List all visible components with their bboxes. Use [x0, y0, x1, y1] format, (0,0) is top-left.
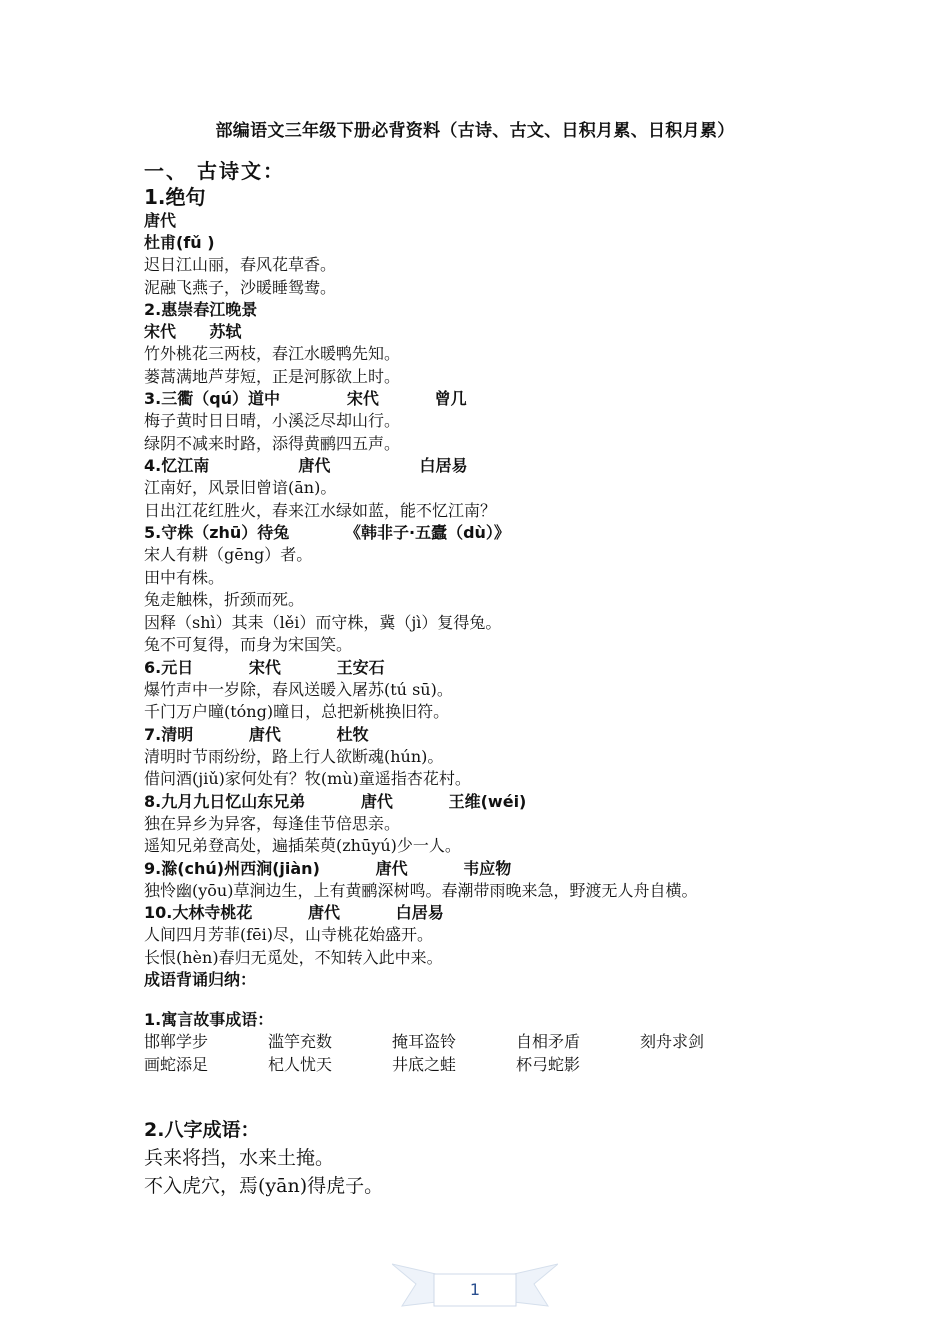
- idiom: 井底之蛙: [392, 1054, 457, 1074]
- idiom: 刻舟求剑: [640, 1032, 705, 1051]
- poem-line: 泥融飞燕子，沙暖睡鸳鸯。: [144, 277, 337, 297]
- poem-header: 宋代 苏轼: [144, 322, 242, 341]
- poem-line: 千门万户曈(tóng)曈日，总把新桃换旧符。: [144, 702, 450, 721]
- poem-line: 爆竹声中一岁除，春风送暖入屠苏(tú sū)。: [144, 679, 453, 699]
- poem-header: 7.清明 唐代 杜牧: [144, 724, 369, 744]
- idioms-subheading: 1.寓言故事成语：: [144, 1010, 274, 1029]
- poem-line: 因释（shì）其耒（lěi）而守株，冀（jì）复得兔。: [144, 612, 502, 632]
- idiom: 杞人忧天: [268, 1054, 333, 1074]
- page-number: 1: [469, 1280, 481, 1299]
- idiom: 画蛇添足: [144, 1054, 209, 1074]
- poem-line: 宋人有耕（gēng）者。: [144, 545, 313, 564]
- document-body: [144, 158, 824, 1200]
- poem-line: 长恨(hèn)春归无觅处，不知转入此中来。: [144, 947, 443, 967]
- poem-header: 8.九月九日忆山东兄弟 唐代 王维(wéi): [144, 791, 527, 811]
- poem-header: 9.滁(chú)州西涧(jiàn) 唐代 韦应物: [144, 858, 512, 878]
- poem-header: 5.守株（zhū）待兔 《韩非子·五蠹（dù）》: [144, 523, 510, 542]
- poem-header: 2.惠崇春江晚景: [144, 300, 258, 319]
- poem-line: 遥知兄弟登高处，遍插茱萸(zhūyú)少一人。: [144, 836, 461, 855]
- eight-char-heading: 2.八字成语：: [144, 1119, 260, 1141]
- poem-line: 兔走触株，折颈而死。: [144, 590, 305, 609]
- poem-line: 田中有株。: [144, 567, 225, 587]
- poem-header: 3.三衢（qú）道中 宋代 曾几: [144, 389, 467, 408]
- eight-char-idiom: 不入虎穴，焉(yān)得虎子。: [144, 1175, 384, 1197]
- idiom: 自相矛盾: [516, 1032, 581, 1051]
- poem-line: 兔不可复得，而身为宋国笑。: [144, 635, 353, 654]
- poem-line: 江南好，风景旧曾谙(ān)。: [144, 478, 337, 497]
- poem-line: 绿阴不减来时路，添得黄鹂四五声。: [144, 433, 401, 453]
- poem-line: 迟日江山丽，春风花草香。: [144, 255, 337, 274]
- section-heading: 一、 古诗文：: [144, 159, 285, 183]
- document-title: 部编语文三年级下册必背资料（古诗、古文、日积月累、日积月累）: [215, 121, 735, 141]
- poem-header: 6.元日 宋代 王安石: [144, 657, 385, 677]
- poem-line: 日出江花红胜火，春来江水绿如蓝，能不忆江南？: [144, 500, 497, 520]
- idiom-row: [144, 1031, 824, 1054]
- poem-dynasty: 唐代: [144, 211, 177, 230]
- idiom-row: [144, 1054, 824, 1077]
- spacer: [144, 991, 824, 1009]
- poem-header: 10.大林寺桃花 唐代 白居易: [144, 903, 444, 922]
- poem-line: 梅子黄时日日晴，小溪泛尽却山行。: [144, 411, 401, 430]
- poem-author: 杜甫(fǔ ): [144, 233, 215, 252]
- poem-line: 借问酒(jiǔ)家何处有？牧(mù)童遥指杏花村。: [144, 769, 471, 788]
- idiom: 邯郸学步: [144, 1032, 209, 1051]
- eight-char-idiom: 兵来将挡，水来土掩。: [144, 1147, 335, 1169]
- idiom: 掩耳盗铃: [392, 1032, 457, 1051]
- idiom: 杯弓蛇影: [516, 1054, 581, 1074]
- poem-header: 4.忆江南 唐代 白居易: [144, 456, 468, 475]
- poem-title: 1.绝句: [144, 185, 206, 209]
- poem-line: 清明时节雨纷纷，路上行人欲断魂(hún)。: [144, 746, 444, 766]
- poem-line: 人间四月芳菲(fēi)尽，山寺桃花始盛开。: [144, 925, 433, 944]
- idiom: 滥竽充数: [268, 1032, 333, 1051]
- poem-line: 独在异乡为异客，每逢佳节倍思亲。: [144, 813, 401, 833]
- poem-line: 蒌蒿满地芦芽短，正是河豚欲上时。: [144, 366, 401, 386]
- poem-line: 独怜幽(yōu)草涧边生，上有黄鹂深树鸣。春潮带雨晚来急，野渡无人舟自横。: [144, 880, 698, 900]
- poem-line: 竹外桃花三两枝，春江水暖鸭先知。: [144, 344, 401, 363]
- idioms-heading: 成语背诵归纳：: [144, 970, 257, 989]
